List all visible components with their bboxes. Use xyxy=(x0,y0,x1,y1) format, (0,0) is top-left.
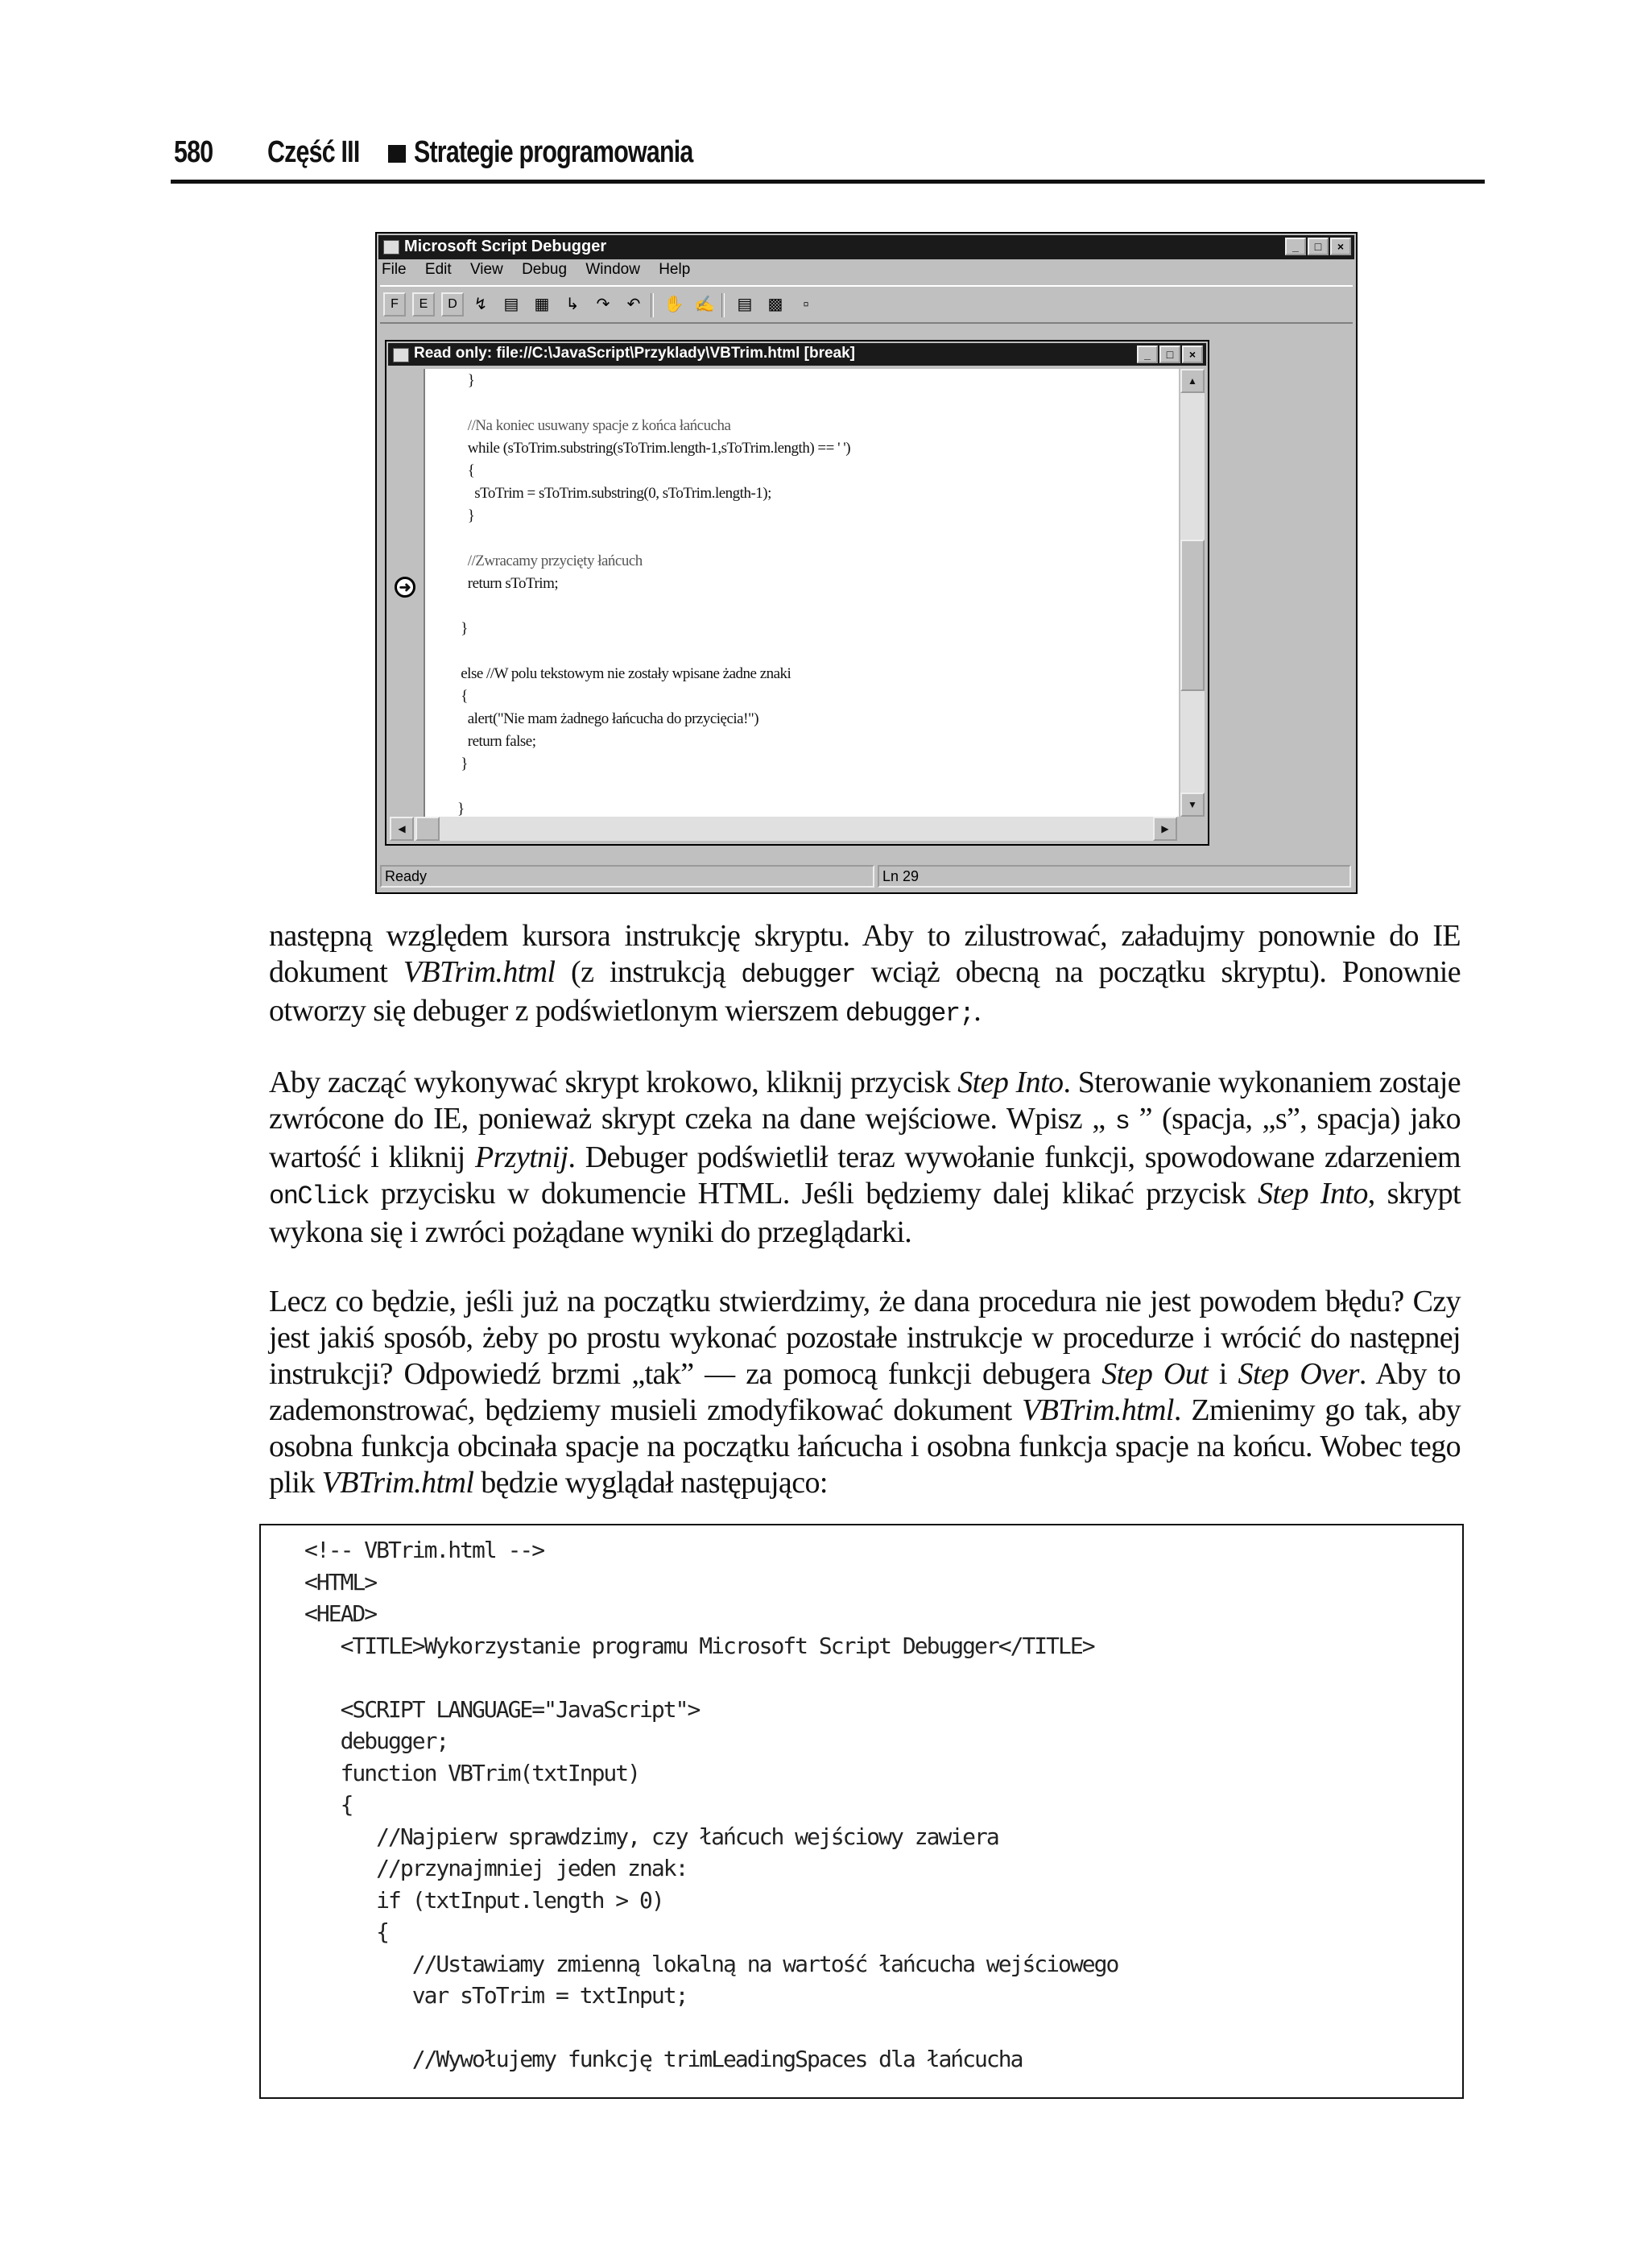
listing-line: <TITLE>Wykorzystanie programu Microsoft Script Debugger</TITLE> xyxy=(304,1632,1094,1659)
listing-line: <!-- VBTrim.html --> xyxy=(304,1537,544,1563)
code-line: //Zwracamy przycięty łańcuch xyxy=(457,553,643,569)
code-line: return false; xyxy=(457,733,536,750)
code-line: //Na koniec usuwany spacje z końca łańcucha xyxy=(457,417,731,434)
stop-debugging-icon[interactable]: ▦ xyxy=(534,296,550,313)
listing-line: <HEAD> xyxy=(304,1600,377,1627)
document-title: Read only: file://C:\JavaScript\Przyklady\VBTrim.html [break] xyxy=(414,345,855,362)
main-titlebar xyxy=(378,235,1354,259)
status-line-number: Ln 29 xyxy=(878,865,1351,888)
code-line: { xyxy=(457,688,468,705)
code-line: { xyxy=(457,462,475,479)
scroll-thumb[interactable] xyxy=(1180,540,1205,691)
toggle-breakpoint-icon[interactable]: ✋ xyxy=(663,296,684,313)
script-debugger-window xyxy=(375,232,1358,894)
app-icon xyxy=(383,240,399,255)
doc-maximize-button[interactable]: □ xyxy=(1159,346,1180,363)
break-icon[interactable]: ▤ xyxy=(503,296,519,313)
paragraph-1: następną względem kursora instrukcję skryptu. Aby to zilustrować, załadujmy ponownie do IE dokument VBTrim.html (z instrukcją debugger wciąż obecną na początku skryptu). Ponownie otworzy się debuger z podświetlonym wierszem debugger;. xyxy=(269,919,1461,1028)
code-line: } xyxy=(457,372,475,389)
code-listing xyxy=(259,1524,1464,2099)
run-icon[interactable]: ↯ xyxy=(473,296,488,313)
close-button[interactable]: × xyxy=(1330,238,1351,255)
listing-line: //Wywołujemy funkcję trimLeadingSpaces dla łańcucha xyxy=(304,2046,1023,2072)
menu-bar xyxy=(382,261,705,284)
scroll-up-icon[interactable]: ▲ xyxy=(1180,369,1205,393)
command-window-icon[interactable]: ▫ xyxy=(803,296,809,313)
code-line: alert("Nie mam żadnego łańcucha do przycięcia!") xyxy=(457,710,759,727)
toolbar-d-button[interactable]: D xyxy=(441,292,464,317)
doc-close-button[interactable]: × xyxy=(1182,346,1203,363)
step-over-icon[interactable]: ↷ xyxy=(596,296,610,313)
listing-line: <SCRIPT LANGUAGE="JavaScript"> xyxy=(304,1695,700,1723)
running-head xyxy=(171,135,1485,184)
listing-line: { xyxy=(304,1791,353,1818)
scroll-left-icon[interactable]: ◀ xyxy=(390,817,414,841)
code-line: return sToTrim; xyxy=(457,575,559,592)
code-view[interactable] xyxy=(424,369,1179,817)
square-bullet-icon xyxy=(388,145,406,163)
menu-window[interactable]: Window xyxy=(585,261,640,278)
maximize-button[interactable]: □ xyxy=(1308,238,1329,255)
page-number: 580 xyxy=(174,135,213,169)
breakpoint-gutter[interactable] xyxy=(390,369,424,817)
vertical-scrollbar[interactable] xyxy=(1180,369,1205,817)
listing-line: function VBTrim(txtInput) xyxy=(304,1759,640,1786)
code-line: } xyxy=(457,507,475,524)
part-label: Część III xyxy=(267,135,360,169)
paragraph-3: Lecz co będzie, jeśli już na początku stwierdzimy, że dana procedura nie jest powodem błędu? Czy jest jakiś sposób, żeby po prostu wykonać pozostałe instrukcje w procedurze i wrócić do następnej instrukcji? Odpowiedź brzmi „tak” — za pomocą funkcji debugera Step Out i Step Over. Aby to zademonstrować, będziemy musieli zmodyfikować dokument VBTrim.html. Zmienimy go tak, aby osobna funkcja obcinała spacje na początku łańcucha i osobna funkcja spacje na końcu. Wobec tego plik VBTrim.html będzie wyglądał następująco: xyxy=(269,1285,1461,1500)
menu-help[interactable]: Help xyxy=(659,261,691,278)
scroll-right-icon[interactable]: ▶ xyxy=(1153,817,1177,841)
document-window xyxy=(385,340,1209,846)
listing-line: //Ustawiamy zmienną lokalną na wartość łańcucha wejściowego xyxy=(304,1950,1118,1977)
listing-line: debugger; xyxy=(304,1728,448,1754)
code-line: else //W polu tekstowym nie zostały wpisane żadne znaki xyxy=(457,665,791,682)
menu-debug[interactable]: Debug xyxy=(522,261,568,278)
status-bar xyxy=(378,863,1354,891)
call-stack-icon[interactable]: ▩ xyxy=(767,296,783,313)
chapter-title: Strategie programowania xyxy=(414,135,693,169)
code-line: sToTrim = sToTrim.substring(0, sToTrim.length-1); xyxy=(457,485,771,502)
current-line-arrow-icon: ➜ xyxy=(395,577,415,598)
code-line: } xyxy=(457,801,465,817)
code-line: } xyxy=(457,755,468,772)
listing-line: { xyxy=(304,1918,389,1945)
toolbar-e-button[interactable]: E xyxy=(412,292,435,317)
menu-file[interactable]: File xyxy=(382,261,407,278)
code-line: while (sToTrim.substring(sToTrim.length-1,sToTrim.length) == ' ') xyxy=(457,440,851,457)
code-line: } xyxy=(457,620,468,637)
menu-edit[interactable]: Edit xyxy=(424,261,452,278)
window-title: Microsoft Script Debugger xyxy=(404,238,607,255)
document-icon xyxy=(393,348,409,362)
horizontal-scrollbar[interactable] xyxy=(390,817,1177,841)
listing-line: <HTML> xyxy=(304,1568,377,1595)
step-into-icon[interactable]: ↳ xyxy=(565,296,580,313)
doc-minimize-button[interactable]: _ xyxy=(1137,346,1158,363)
clear-breakpoints-icon[interactable]: ✍ xyxy=(694,296,715,313)
toolbar-f-button[interactable]: F xyxy=(383,292,406,317)
document-titlebar xyxy=(388,343,1206,366)
status-text: Ready xyxy=(380,865,874,888)
listing-line: //przynajmniej jeden znak: xyxy=(304,1855,688,1881)
step-out-icon[interactable]: ↶ xyxy=(626,296,641,313)
scroll-down-icon[interactable]: ▼ xyxy=(1180,793,1205,817)
listing-line: //Najpierw sprawdzimy, czy łańcuch wejściowy zawiera xyxy=(304,1823,998,1850)
paragraph-2: Aby zacząć wykonywać skrypt krokowo, kliknij przycisk Step Into. Sterowanie wykonaniem zostaje zwrócone do IE, ponieważ skrypt czeka na dane wejściowe. Wpisz „ s ” (spacja, „s”, spacja) jako wartość i kliknij Przytnij. Debuger podświetlił teraz wywołanie funkcji, spowodowane zdarzeniem onClick przycisku w dokumencie HTML. Jeśli będziemy dalej klikać przycisk Step Into, skrypt wykona się i zwróci pożądane wyniki do przeglądarki. xyxy=(269,1066,1461,1249)
listing-line: var sToTrim = txtInput; xyxy=(304,1982,688,2009)
running-documents-icon[interactable]: ▤ xyxy=(737,296,753,313)
minimize-button[interactable]: _ xyxy=(1285,238,1306,255)
listing-line: if (txtInput.length > 0) xyxy=(304,1886,663,1914)
toolbar xyxy=(380,285,1353,324)
h-scroll-thumb[interactable] xyxy=(415,817,440,841)
menu-view[interactable]: View xyxy=(469,261,503,278)
